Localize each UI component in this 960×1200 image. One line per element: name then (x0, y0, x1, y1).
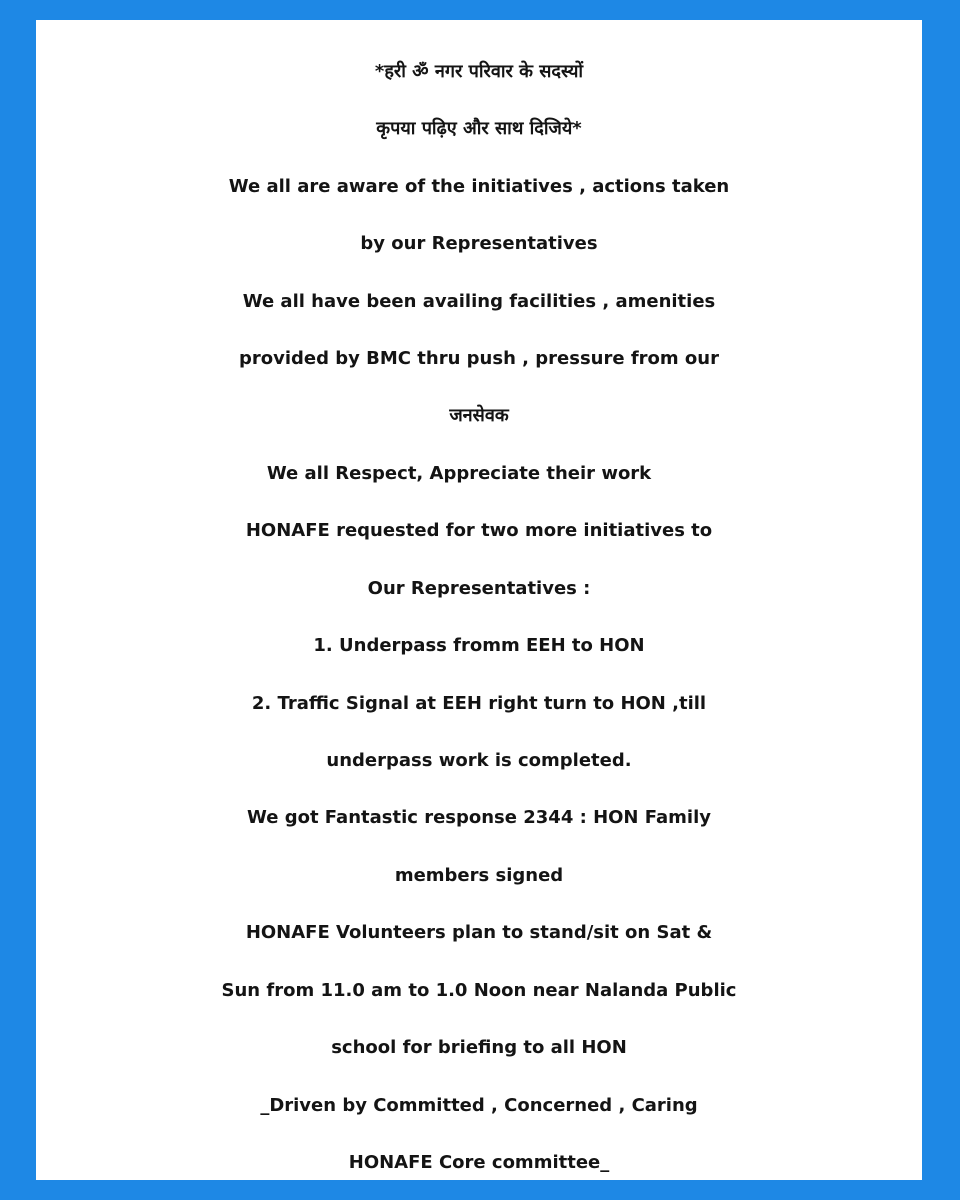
message-line-1: *हरी ॐ नगर परिवार के सदस्यों (374, 61, 584, 82)
message-line-18: school for briefing to all HON (331, 1037, 627, 1058)
message-line-14: We got Fantastic response 2344 : HON Family (247, 807, 711, 828)
message-line-4: by our Representatives (360, 233, 598, 254)
message-line-5: We all have been availing facilities , amenities (242, 291, 716, 312)
message-line-2: कृपया पढ़िए और साथ दिजिये* (376, 118, 582, 139)
message-card (36, 20, 922, 1180)
message-line-12: 2. Traffic Signal at EEH right turn to HON ,till (251, 693, 707, 714)
message-line-19: _Driven by Committed , Concerned , Caring (260, 1095, 698, 1116)
message-line-3: We all are aware of the initiatives , actions taken (228, 176, 730, 197)
message-line-20: HONAFE Core committee_ (348, 1152, 610, 1173)
message-line-10: Our Representatives : (367, 578, 591, 599)
message-line-13: underpass work is completed. (326, 750, 632, 771)
message-line-11: 1. Underpass fromm EEH to HON (313, 635, 645, 656)
message-line-15: members signed (394, 865, 564, 886)
message-line-8: We all Respect, Appreciate their work (266, 463, 652, 484)
message-line-6: provided by BMC thru push , pressure from our (239, 348, 719, 369)
message-line-17: Sun from 11.0 am to 1.0 Noon near Nalanda Public (221, 980, 737, 1001)
message-line-7: जनसेवक (449, 405, 509, 426)
message-line-16: HONAFE Volunteers plan to stand/sit on Sat & (245, 922, 713, 943)
message-line-9: HONAFE requested for two more initiatives to (245, 520, 713, 541)
